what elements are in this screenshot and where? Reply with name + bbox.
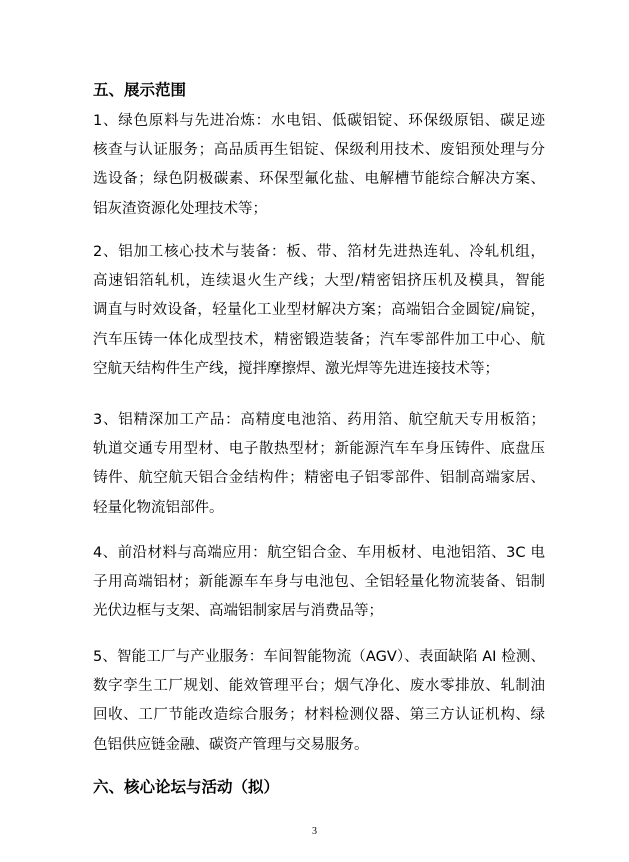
list-item bbox=[93, 107, 545, 224]
text-line: 2、铝加工核心技术与装备：板、带、箔材先进热连轧、冷轧机组， bbox=[93, 244, 545, 260]
text-line: 数字孪生工厂规划、能效管理平台；烟气净化、废水零排放、轧制油 bbox=[93, 678, 545, 695]
text-line: 高速铝箔轧机，连续退火生产线；大型/精密铝挤压机及模具，智能 bbox=[93, 273, 545, 290]
text-line: 子用高端铝材；新能源车车身与电池包、全铝轻量化物流装备、铝制 bbox=[93, 574, 545, 591]
section-heading-exhibition-scope: 五、展示范围 bbox=[93, 81, 187, 99]
text-line: 5、智能工厂与产业服务：车间智能物流（AGV）、表面缺陷 AI 检测、 bbox=[93, 649, 545, 665]
text-line: 回收、工厂节能改造综合服务；材料检测仪器、第三方认证机构、绿 bbox=[93, 707, 545, 724]
text-line: 核查与认证服务；高品质再生铝锭、保级利用技术、废铝预处理与分 bbox=[93, 142, 545, 159]
text-line: 轨道交通专用型材、电子散热型材；新能源汽车车身压铸件、底盘压 bbox=[93, 441, 545, 458]
text-line: 调直与时效设备，轻量化工业型材解决方案；高端铝合金圆锭/扁锭， bbox=[93, 302, 545, 319]
section-heading-core-forums: 六、核心论坛与活动（拟） bbox=[93, 778, 280, 796]
text-line: 色铝供应链金融、碳资产管理与交易服务。 bbox=[93, 736, 369, 753]
text-line: 汽车压铸一体化成型技术，精密锻造装备；汽车零部件加工中心、航 bbox=[93, 331, 545, 348]
page-number: 3 bbox=[312, 826, 317, 837]
list-item bbox=[93, 406, 545, 523]
text-line: 1、绿色原料与先进冶炼：水电铝、低碳铝锭、环保级原铝、碳足迹 bbox=[93, 113, 545, 129]
text-line: 铝灰渣资源化处理技术等； bbox=[93, 200, 267, 217]
text-line: 4、前沿材料与高端应用：航空铝合金、车用板材、电池铝箔、3C 电 bbox=[93, 545, 545, 561]
text-line: 3、铝精深加工产品：高精度电池箔、药用箔、航空航天专用板箔； bbox=[93, 412, 545, 428]
text-line: 轻量化物流铝部件。 bbox=[93, 499, 224, 516]
text-line: 铸件、航空航天铝合金结构件；精密电子铝零部件、铝制高端家居、 bbox=[93, 470, 545, 487]
list-item bbox=[93, 238, 545, 384]
list-item bbox=[93, 643, 545, 760]
text-line: 选设备；绿色阴极碳素、环保型氟化盐、电解槽节能综合解决方案、 bbox=[93, 171, 545, 188]
list-item bbox=[93, 539, 545, 627]
text-line: 光伏边框与支架、高端铝制家居与消费品等； bbox=[93, 603, 383, 620]
text-line: 空航天结构件生产线，搅拌摩擦焊、激光焊等先进连接技术等； bbox=[93, 360, 499, 377]
